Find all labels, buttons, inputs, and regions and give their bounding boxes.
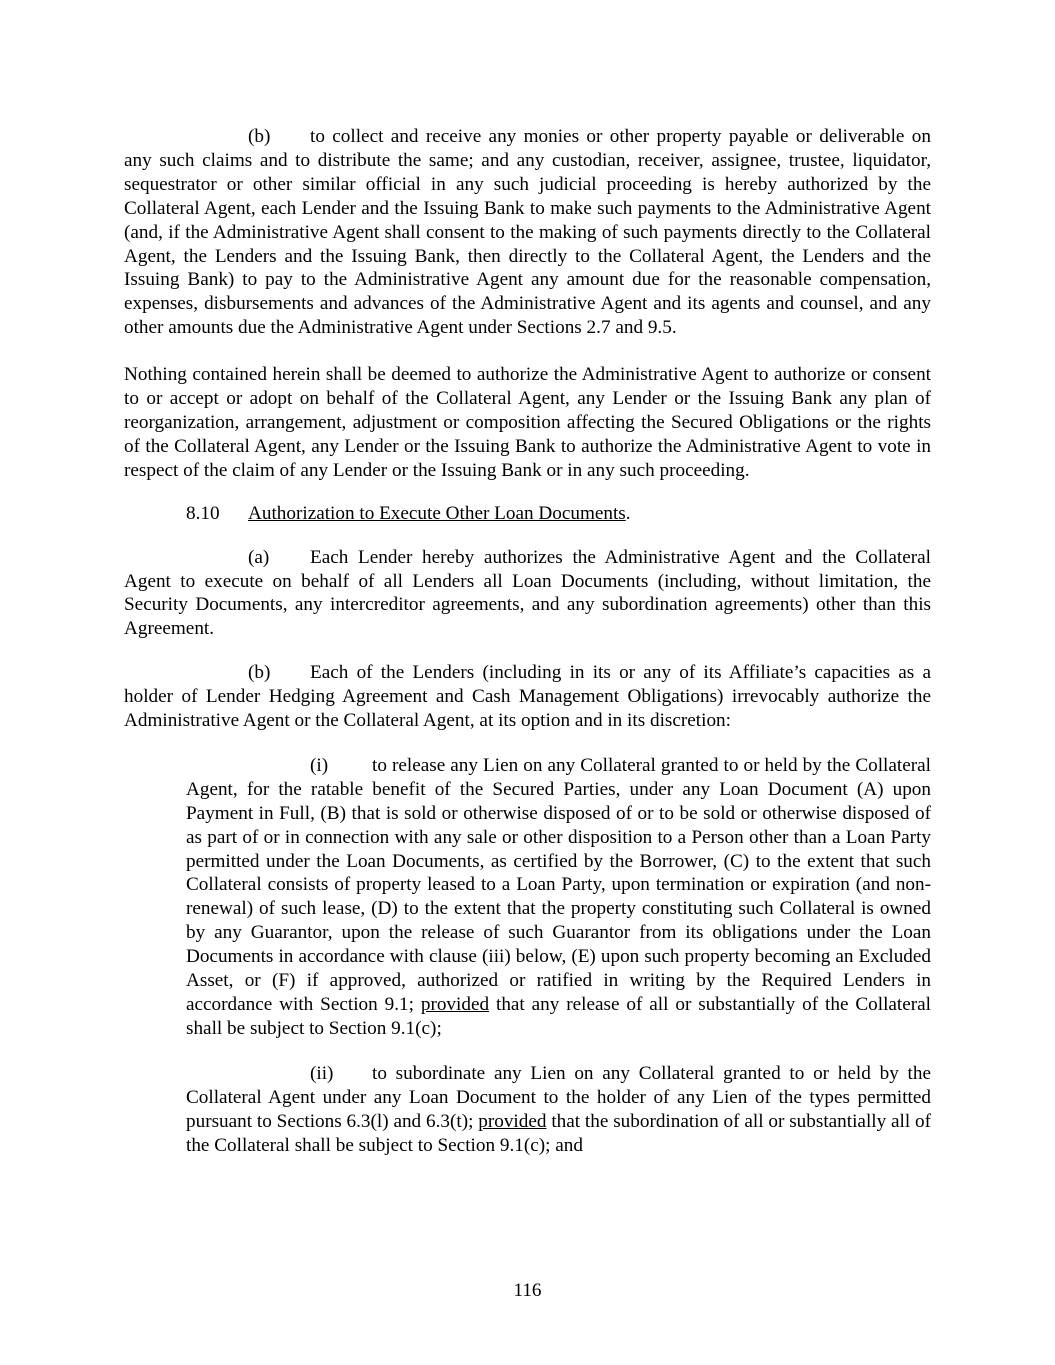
clause-number: (i) (310, 754, 329, 776)
clause-text: to subordinate any Lien on any Collateral granted to or held by the Collateral Agent under any Loan Document to the holder of any Lien of the types permitted pursuant to Sections 6.3(l) and 6.3(t); (186, 1062, 931, 1132)
section-title: Authorization to Execute Other Loan Documents (248, 502, 626, 524)
page-number: 116 (513, 1280, 542, 1301)
clause-i-release-lien (186, 754, 931, 1041)
paragraph-b-lenders-authorize (124, 661, 931, 733)
clause-text: to release any Lien on any Collateral granted to or held by the Collateral Agent, for the ratable benefit of the Secured Parties, under any Loan Document (A) upon Payment in Full, (B) that is sold or otherwise disposed of or to be sold or otherwise disposed of as part of or in connection with any sale or other disposition to a Person other than a Loan Party permitted under the Loan Documents, as certified by the Borrower, (C) to the extent that such Collateral consists of property leased to a Loan Party, upon termination or expiration (and non-renewal) of such lease, (D) to the extent that the property constituting such Collateral is owned by any Guarantor, upon the release of such Guarantor from its obligations under the Loan Documents in accordance with clause (iii) below, (E) upon such property becoming an Excluded Asset, or (F) if approved, authorized or ratified in writing by the Required Lenders in accordance with Section 9.1; (186, 754, 931, 1015)
paragraph-text: Each of the Lenders (including in its or any of its Affiliate’s capacities as a holder of Lender Hedging Agreement and Cash Management Obligations) irrevocably authorize the Administrative Agent or the Collateral Agent, at its option and in its discretion: (124, 662, 931, 732)
provided-term: provided (478, 1110, 547, 1132)
section-title-period: . (625, 502, 631, 524)
clause-text-continued: that the subordination of all or substantially all of the Collateral shall be subject to Section 9.1(c); and (186, 1110, 932, 1156)
paragraph-text: to collect and receive any monies or other property payable or deliverable on any such claims and to distribute the same; and any custodian, receiver, assignee, trustee, liquidator, sequestrator or other similar official in any such judicial proceeding is hereby authorized by the Collateral Agent, each Lender and the Issuing Bank to make such payments to the Administrative Agent (and, if the Administrative Agent shall consent to the making of such payments directly to the Collateral Agent, the Lenders and the Issuing Bank, then directly to the Collateral Agent, the Lenders and the Issuing Bank) to pay to the Administrative Agent any amount due for the reasonable compensation, expenses, disbursements and advances of the Administrative Agent and its agents and counsel, and any other amounts due the Administrative Agent under Sections 2.7 and 9.5. (124, 126, 931, 339)
paragraph-a-authorization (124, 546, 931, 642)
clause-number: (ii) (310, 1062, 334, 1084)
paragraph-b-collect-monies (124, 125, 931, 340)
clause-ii-subordinate-lien (186, 1062, 931, 1158)
provided-term: provided (420, 994, 490, 1015)
paragraph-text: Each Lender hereby authorizes the Administrative Agent and the Collateral Agent to execute on behalf of all Lenders all Loan Documents (including, without limitation, the Security Documents, any intercreditor agreements, and any subordination agreements) other than this Agreement. (124, 546, 931, 640)
paragraph-number: (b) (248, 126, 271, 147)
clause-text-continued: that any release of all or substantially of the Collateral shall be subject to Section 9.1(c); (186, 994, 932, 1039)
paragraph-nothing-contained: Nothing contained herein shall be deemed to authorize the Administrative Agent to authorize or consent to or accept or adopt on behalf of the Collateral Agent, any Lender or the Issuing Bank any plan of reorganization, arrangement, adjustment or composition affecting the Secured Obligations or the rights of the Collateral Agent, any Lender or the Issuing Bank to authorize the Administrative Agent to vote in respect of the claim of any Lender or the Issuing Bank or in any such proceeding. (124, 364, 931, 481)
paragraph-number: (a) (248, 546, 270, 568)
document-page (124, 125, 931, 1157)
paragraph-number: (b) (248, 662, 271, 684)
section-number: 8.10 (186, 502, 220, 524)
section-heading (124, 502, 931, 526)
